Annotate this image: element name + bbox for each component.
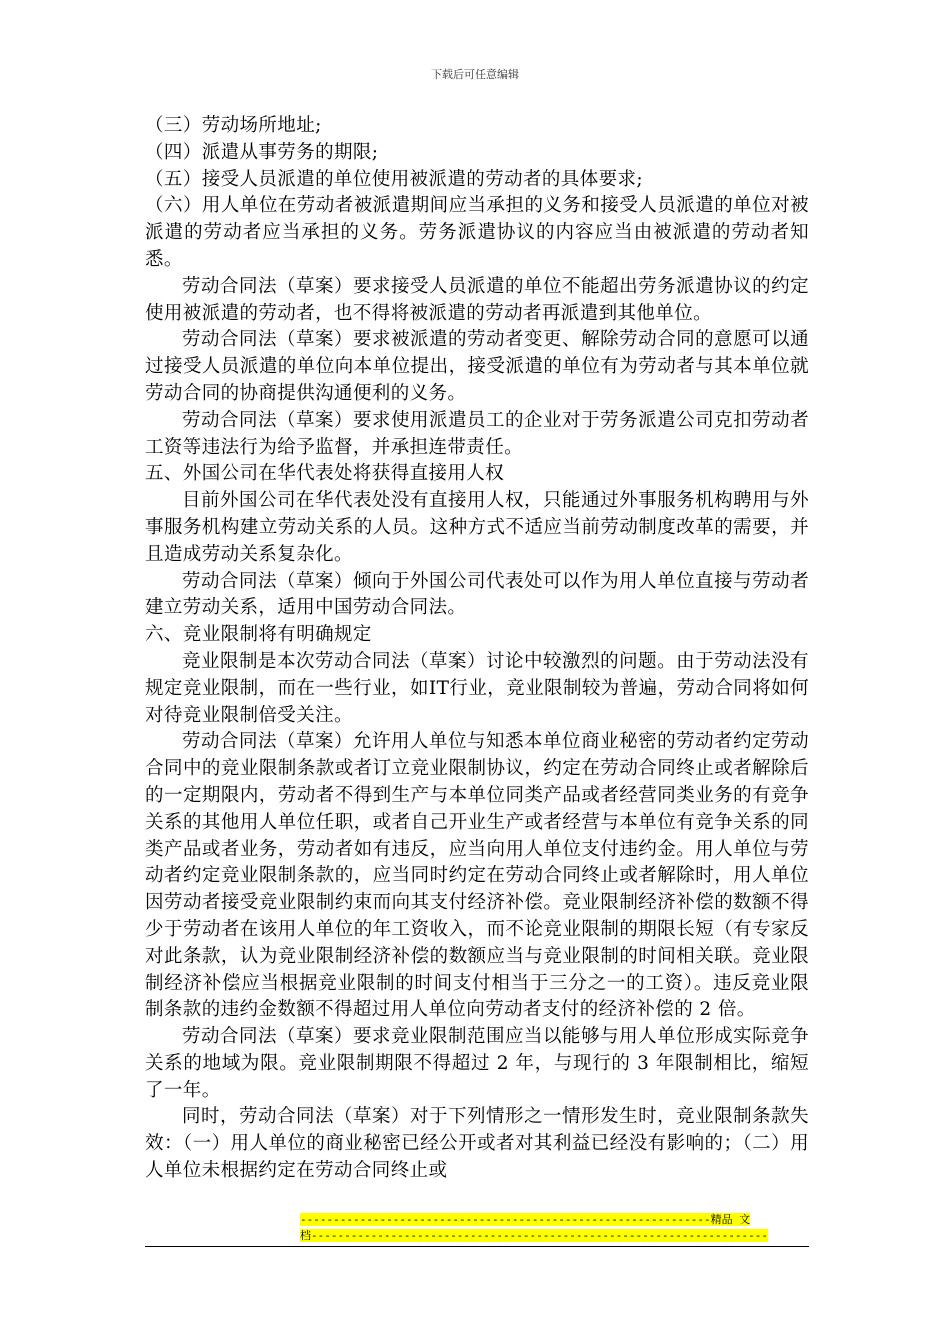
footer-watermark [300, 1212, 768, 1244]
section-heading: 六、竞业限制将有明确规定 [145, 624, 372, 646]
header-text: 下载后可任意编辑 [431, 68, 519, 81]
page-header [0, 66, 950, 82]
footer-line-1: --------------------------------------------------------------精品 文 [300, 1213, 751, 1226]
paragraph: 劳动合同法（草案）要求竞业限制范围应当以能够与用人单位形成实际竞争关系的地域为限。竞业限制期限不得超过 2 年，与现行的 3 年限制相比，缩短了一年。 [145, 1026, 809, 1101]
document-body [145, 113, 809, 1185]
footer-line-2: 档--------------------------------------------------------------------- [300, 1229, 768, 1242]
section-heading: 五、外国公司在华代表处将获得直接用人权 [145, 463, 505, 485]
paragraph: （六）用人单位在劳动者被派遣期间应当承担的义务和接受人员派遣的单位对被派遣的劳动者应当承担的义务。劳务派遣协议的内容应当由被派遣的劳动者知悉。 [145, 195, 809, 270]
paragraph: （三）劳动场所地址; [145, 115, 322, 136]
paragraph: 竞业限制是本次劳动合同法（草案）讨论中较激烈的问题。由于劳动法没有规定竞业限制，而在一些行业，如IT行业，竞业限制较为普遍，劳动合同将如何对待竞业限制倍受关注。 [145, 650, 809, 726]
paragraph: （四）派遣从事劳务的期限; [145, 141, 379, 163]
paragraph: 劳动合同法（草案）倾向于外国公司代表处可以作为用人单位直接与劳动者建立劳动关系，适用中国劳动合同法。 [145, 570, 809, 619]
paragraph: 劳动合同法（草案）允许用人单位与知悉本单位商业秘密的劳动者约定劳动合同中的竞业限制条款或者订立竞业限制协议，约定在劳动合同终止或者解除后的一定期限内，劳动者不得到生产与本单位同类产品或者经营同类业务的有竞争关系的其他用人单位任职，或者自己开业生产或者经营与本单位有竞争关系的同类产品或者业务，劳动者如有违反，应当向用人单位支付违约金。用人单位与劳动者约定竞业限制条款的，应当同时约定在劳动合同终止或者解除时，用人单位因劳动者接受竞业限制约束而向其支付经济补偿。竞业限制经济补偿的数额不得少于劳动者在该用人单位的年工资收入，而不论竞业限制的期限长短（有专家反对此条款，认为竞业限制经济补偿的数额应当与竞业限制的时间相关联。竞业限制经济补偿应当根据竞业限制的时间支付相当于三分之一的工资）。违反竞业限制条款的违约金数额不得超过用人单位向劳动者支付的经济补偿的 2 倍。 [145, 731, 809, 1021]
paragraph: 劳动合同法（草案）要求使用派遣员工的企业对于劳务派遣公司克扣劳动者工资等违法行为给予监督，并承担连带责任。 [145, 409, 809, 458]
paragraph: （五）接受人员派遣的单位使用被派遣的劳动者的具体要求; [145, 168, 644, 190]
paragraph: 劳动合同法（草案）要求被派遣的劳动者变更、解除劳动合同的意愿可以通过接受人员派遣的单位向本单位提出，接受派遣的单位有为劳动者与其本单位就劳动合同的协商提供沟通便利的义务。 [145, 329, 809, 404]
footer-divider [145, 1246, 809, 1247]
paragraph: 同时，劳动合同法（草案）对于下列情形之一情形发生时，竞业限制条款失效：（一）用人单位的商业秘密已经公开或者对其利益已经没有影响的；（二）用人单位未根据约定在劳动合同终止或 [145, 1106, 809, 1182]
paragraph: 劳动合同法（草案）要求接受人员派遣的单位不能超出劳务派遣协议的约定使用被派遣的劳动者，也不得将被派遣的劳动者再派遣到其他单位。 [145, 275, 809, 324]
paragraph: 目前外国公司在华代表处没有直接用人权，只能通过外事服务机构聘用与外事服务机构建立劳动关系的人员。这种方式不适应当前劳动制度改革的需要，并且造成劳动关系复杂化。 [145, 490, 809, 565]
